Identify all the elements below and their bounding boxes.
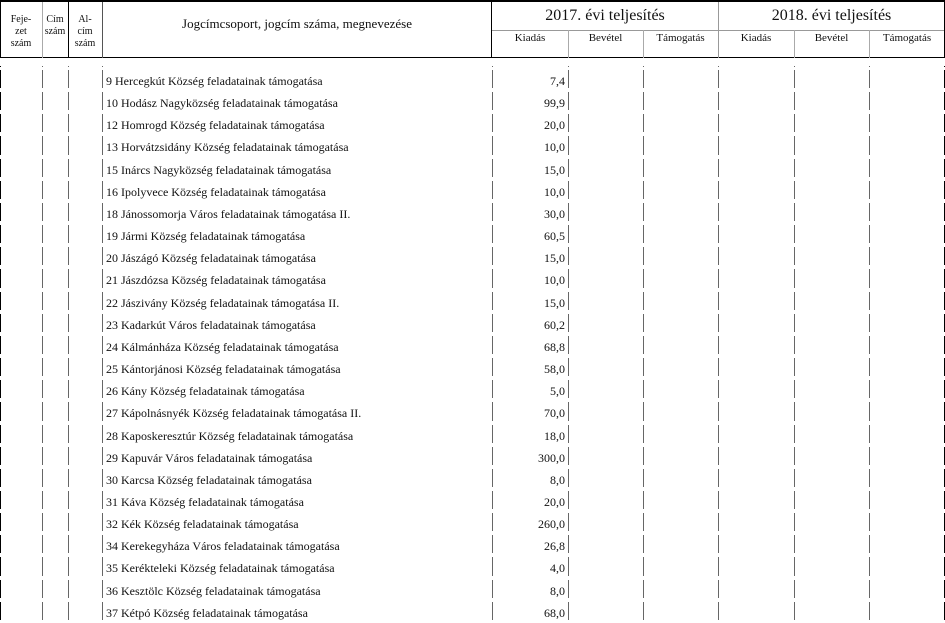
kiadas-2018-cell (718, 465, 794, 487)
name-cell: 35 Kerékteleki Község feladatainak támogatása (102, 553, 492, 575)
fejezet-cell (0, 465, 42, 487)
tamogatas-2018-cell (869, 376, 945, 398)
table-row (0, 465, 945, 487)
fejezet-cell (0, 531, 42, 553)
kiadas-2018-cell (718, 288, 794, 310)
kiadas-2017-cell: 68,8 (492, 332, 568, 354)
bevetel-2018-cell (794, 465, 869, 487)
tamogatas-2018-cell (869, 310, 945, 332)
alcim-cell (68, 376, 102, 398)
header-2017: 2017. évi teljesítés (492, 2, 718, 31)
bevetel-2018-cell (794, 288, 869, 310)
kiadas-2017-cell: 60,2 (492, 310, 568, 332)
alcim-cell (68, 531, 102, 553)
tamogatas-2018-cell (869, 155, 945, 177)
name-cell: 30 Karcsa Község feladatainak támogatása (102, 465, 492, 487)
table-row (0, 155, 945, 177)
tamogatas-2018-cell (869, 576, 945, 598)
fejezet-cell (0, 243, 42, 265)
kiadas-2017-cell: 30,0 (492, 199, 568, 221)
fejezet-cell (0, 354, 42, 376)
table-row (0, 376, 945, 398)
tamogatas-2018-cell (869, 88, 945, 110)
bevetel-2018-cell (794, 531, 869, 553)
table-row (0, 576, 945, 598)
bevetel-2018-cell (794, 221, 869, 243)
kiadas-2018-cell (718, 598, 794, 620)
cim-cell (42, 155, 68, 177)
name-cell: 37 Kétpó Község feladatainak támogatása (102, 598, 492, 620)
header-tamogatas-2017: Támogatás (656, 32, 705, 44)
tamogatas-2017-cell (643, 265, 718, 287)
alcim-cell (68, 598, 102, 620)
cim-cell (42, 531, 68, 553)
bevetel-2017-cell (568, 598, 643, 620)
tamogatas-2018-cell (869, 531, 945, 553)
kiadas-2018-cell (718, 310, 794, 332)
fejezet-cell (0, 487, 42, 509)
bevetel-2017-cell (568, 531, 643, 553)
kiadas-2017-cell: 99,9 (492, 88, 568, 110)
bevetel-2018-cell (794, 310, 869, 332)
fejezet-cell (0, 288, 42, 310)
tamogatas-2018-cell (869, 553, 945, 575)
kiadas-2018-cell (718, 553, 794, 575)
header-2018: 2018. évi teljesítés (718, 2, 945, 31)
kiadas-2017-cell: 60,5 (492, 221, 568, 243)
bevetel-2017-cell (568, 509, 643, 531)
tamogatas-2017-cell (643, 553, 718, 575)
alcim-cell (68, 443, 102, 465)
kiadas-2018-cell (718, 531, 794, 553)
bevetel-2018-cell (794, 376, 869, 398)
kiadas-2018-cell (718, 221, 794, 243)
kiadas-2017-cell: 20,0 (492, 487, 568, 509)
table-row (0, 509, 945, 531)
tamogatas-2018-cell (869, 288, 945, 310)
bevetel-2018-cell (794, 598, 869, 620)
kiadas-2018-cell (718, 66, 794, 88)
tamogatas-2017-cell (643, 376, 718, 398)
kiadas-2017-cell: 26,8 (492, 531, 568, 553)
bevetel-2017-cell (568, 199, 643, 221)
cim-cell (42, 576, 68, 598)
bevetel-2018-cell (794, 265, 869, 287)
bevetel-2017-cell (568, 398, 643, 420)
table-row (0, 243, 945, 265)
bevetel-2017-cell (568, 110, 643, 132)
name-cell: 27 Kápolnásnyék Község feladatainak támogatása II. (102, 398, 492, 420)
table-row (0, 310, 945, 332)
cim-cell (42, 376, 68, 398)
tamogatas-2018-cell (869, 66, 945, 88)
alcim-cell (68, 354, 102, 376)
kiadas-2018-cell (718, 509, 794, 531)
table-row (0, 265, 945, 287)
tamogatas-2017-cell (643, 243, 718, 265)
name-cell: 31 Káva Község feladatainak támogatása (102, 487, 492, 509)
header-name: Jogcímcsoport, jogcím száma, megnevezése (182, 16, 412, 31)
tamogatas-2017-cell (643, 332, 718, 354)
tamogatas-2018-cell (869, 509, 945, 531)
tamogatas-2018-cell (869, 221, 945, 243)
table-header (0, 0, 945, 58)
bevetel-2018-cell (794, 243, 869, 265)
tamogatas-2017-cell (643, 398, 718, 420)
name-cell: 20 Jászágó Község feladatainak támogatása (102, 243, 492, 265)
bevetel-2017-cell (568, 177, 643, 199)
tamogatas-2017-cell (643, 66, 718, 88)
tamogatas-2017-cell (643, 421, 718, 443)
kiadas-2017-cell: 5,0 (492, 376, 568, 398)
table-row (0, 598, 945, 620)
cim-cell (42, 421, 68, 443)
cim-cell (42, 110, 68, 132)
cim-cell (42, 443, 68, 465)
tamogatas-2018-cell (869, 332, 945, 354)
bevetel-2017-cell (568, 288, 643, 310)
table-row (0, 443, 945, 465)
alcim-cell (68, 88, 102, 110)
name-cell: 18 Jánossomorja Város feladatainak támogatása II. (102, 199, 492, 221)
bevetel-2017-cell (568, 221, 643, 243)
tamogatas-2018-cell (869, 598, 945, 620)
table-body (0, 62, 945, 620)
bevetel-2017-cell (568, 465, 643, 487)
cim-cell (42, 66, 68, 88)
header-bevetel-2018: Bevétel (814, 32, 849, 44)
tamogatas-2017-cell (643, 288, 718, 310)
alcim-cell (68, 221, 102, 243)
tamogatas-2017-cell (643, 199, 718, 221)
alcim-cell (68, 199, 102, 221)
bevetel-2017-cell (568, 132, 643, 154)
table-row (0, 553, 945, 575)
kiadas-2018-cell (718, 354, 794, 376)
name-cell: 26 Kány Község feladatainak támogatása (102, 376, 492, 398)
name-cell: 13 Horvátzsidány Község feladatainak támogatása (102, 132, 492, 154)
kiadas-2018-cell (718, 132, 794, 154)
bevetel-2017-cell (568, 88, 643, 110)
tamogatas-2018-cell (869, 243, 945, 265)
name-cell: 19 Jármi Község feladatainak támogatása (102, 221, 492, 243)
name-cell: 21 Jászdózsa Község feladatainak támogatása (102, 265, 492, 287)
header-kiadas-2018: Kiadás (740, 32, 772, 44)
bevetel-2018-cell (794, 66, 869, 88)
kiadas-2017-cell: 260,0 (492, 509, 568, 531)
tamogatas-2017-cell (643, 576, 718, 598)
name-cell: 22 Jászivány Község feladatainak támogatása II. (102, 288, 492, 310)
alcim-cell (68, 332, 102, 354)
kiadas-2017-cell: 70,0 (492, 398, 568, 420)
kiadas-2017-cell: 68,0 (492, 598, 568, 620)
cim-cell (42, 221, 68, 243)
bevetel-2017-cell (568, 354, 643, 376)
kiadas-2017-cell: 18,0 (492, 421, 568, 443)
alcim-cell (68, 288, 102, 310)
name-cell: 36 Kesztölc Község feladatainak támogatása (102, 576, 492, 598)
bevetel-2017-cell (568, 310, 643, 332)
table-row (0, 354, 945, 376)
tamogatas-2018-cell (869, 487, 945, 509)
bevetel-2018-cell (794, 421, 869, 443)
bevetel-2018-cell (794, 88, 869, 110)
tamogatas-2017-cell (643, 598, 718, 620)
name-cell: 15 Inárcs Nagyközség feladatainak támogatása (102, 155, 492, 177)
fejezet-cell (0, 376, 42, 398)
cim-cell (42, 465, 68, 487)
alcim-cell (68, 110, 102, 132)
alcim-cell (68, 310, 102, 332)
name-cell: 10 Hodász Nagyközség feladatainak támogatása (102, 88, 492, 110)
bevetel-2017-cell (568, 443, 643, 465)
tamogatas-2017-cell (643, 310, 718, 332)
name-cell: 9 Hercegkút Község feladatainak támogatása (102, 66, 492, 88)
table-row (0, 487, 945, 509)
bevetel-2018-cell (794, 332, 869, 354)
kiadas-2018-cell (718, 88, 794, 110)
kiadas-2017-cell: 20,0 (492, 110, 568, 132)
kiadas-2018-cell (718, 110, 794, 132)
cim-cell (42, 88, 68, 110)
header-bevetel-2017: Bevétel (588, 32, 623, 44)
fejezet-cell (0, 155, 42, 177)
tamogatas-2017-cell (643, 443, 718, 465)
alcim-cell (68, 421, 102, 443)
bevetel-2018-cell (794, 155, 869, 177)
name-cell: 23 Kadarkút Város feladatainak támogatása (102, 310, 492, 332)
cim-cell (42, 354, 68, 376)
table-row (0, 110, 945, 132)
kiadas-2018-cell (718, 376, 794, 398)
fejezet-cell (0, 576, 42, 598)
tamogatas-2018-cell (869, 465, 945, 487)
bevetel-2017-cell (568, 487, 643, 509)
alcim-cell (68, 509, 102, 531)
tamogatas-2017-cell (643, 465, 718, 487)
kiadas-2017-cell: 15,0 (492, 288, 568, 310)
kiadas-2018-cell (718, 155, 794, 177)
header-cim: Cím szám (44, 14, 66, 37)
header-tamogatas-2018: Támogatás (882, 32, 932, 44)
cim-cell (42, 243, 68, 265)
table-row (0, 132, 945, 154)
bevetel-2017-cell (568, 421, 643, 443)
tamogatas-2018-cell (869, 132, 945, 154)
name-cell: 29 Kapuvár Város feladatainak támogatása (102, 443, 492, 465)
bevetel-2017-cell (568, 332, 643, 354)
kiadas-2017-cell: 4,0 (492, 553, 568, 575)
bevetel-2018-cell (794, 199, 869, 221)
name-cell: 34 Kerekegyháza Város feladatainak támogatása (102, 531, 492, 553)
cim-cell (42, 332, 68, 354)
alcim-cell (68, 66, 102, 88)
kiadas-2017-cell: 10,0 (492, 177, 568, 199)
kiadas-2018-cell (718, 576, 794, 598)
tamogatas-2018-cell (869, 443, 945, 465)
tamogatas-2018-cell (869, 354, 945, 376)
table-row (0, 288, 945, 310)
bevetel-2018-cell (794, 398, 869, 420)
kiadas-2018-cell (718, 199, 794, 221)
tamogatas-2017-cell (643, 487, 718, 509)
alcim-cell (68, 177, 102, 199)
fejezet-cell (0, 598, 42, 620)
fejezet-cell (0, 443, 42, 465)
fejezet-cell (0, 221, 42, 243)
alcim-cell (68, 155, 102, 177)
table-row (0, 221, 945, 243)
cim-cell (42, 265, 68, 287)
name-cell: 28 Kaposkeresztúr Község feladatainak támogatása (102, 421, 492, 443)
cim-cell (42, 509, 68, 531)
kiadas-2017-cell: 15,0 (492, 155, 568, 177)
fejezet-cell (0, 332, 42, 354)
tamogatas-2017-cell (643, 88, 718, 110)
cim-cell (42, 288, 68, 310)
fejezet-cell (0, 265, 42, 287)
tamogatas-2018-cell (869, 110, 945, 132)
bevetel-2017-cell (568, 553, 643, 575)
bevetel-2018-cell (794, 132, 869, 154)
cim-cell (42, 553, 68, 575)
cim-cell (42, 398, 68, 420)
fejezet-cell (0, 110, 42, 132)
tamogatas-2017-cell (643, 221, 718, 243)
kiadas-2017-cell: 10,0 (492, 265, 568, 287)
fejezet-cell (0, 421, 42, 443)
kiadas-2017-cell: 300,0 (492, 443, 568, 465)
fejezet-cell (0, 553, 42, 575)
tamogatas-2017-cell (643, 110, 718, 132)
fejezet-cell (0, 509, 42, 531)
table-row (0, 177, 945, 199)
kiadas-2017-cell: 10,0 (492, 132, 568, 154)
tamogatas-2017-cell (643, 354, 718, 376)
fejezet-cell (0, 132, 42, 154)
tamogatas-2017-cell (643, 509, 718, 531)
cim-cell (42, 132, 68, 154)
table-row (0, 88, 945, 110)
bevetel-2018-cell (794, 443, 869, 465)
header-kiadas-2017: Kiadás (514, 32, 546, 44)
fejezet-cell (0, 177, 42, 199)
kiadas-2018-cell (718, 487, 794, 509)
kiadas-2017-cell: 7,4 (492, 66, 568, 88)
fejezet-cell (0, 310, 42, 332)
fejezet-cell (0, 199, 42, 221)
name-cell: 24 Kálmánháza Község feladatainak támogatása (102, 332, 492, 354)
name-cell: 32 Kék Község feladatainak támogatása (102, 509, 492, 531)
alcim-cell (68, 243, 102, 265)
table-row (0, 66, 945, 88)
kiadas-2018-cell (718, 443, 794, 465)
alcim-cell (68, 132, 102, 154)
table-row (0, 398, 945, 420)
bevetel-2017-cell (568, 376, 643, 398)
alcim-cell (68, 553, 102, 575)
alcim-cell (68, 398, 102, 420)
cim-cell (42, 199, 68, 221)
table-row (0, 421, 945, 443)
fejezet-cell (0, 88, 42, 110)
kiadas-2017-cell: 8,0 (492, 465, 568, 487)
bevetel-2017-cell (568, 66, 643, 88)
bevetel-2018-cell (794, 509, 869, 531)
bevetel-2018-cell (794, 487, 869, 509)
kiadas-2018-cell (718, 265, 794, 287)
kiadas-2018-cell (718, 332, 794, 354)
kiadas-2018-cell (718, 421, 794, 443)
table-row (0, 332, 945, 354)
table-row (0, 531, 945, 553)
kiadas-2017-cell: 15,0 (492, 243, 568, 265)
cim-cell (42, 177, 68, 199)
bevetel-2018-cell (794, 110, 869, 132)
alcim-cell (68, 487, 102, 509)
kiadas-2018-cell (718, 398, 794, 420)
bevetel-2017-cell (568, 576, 643, 598)
name-cell: 25 Kántorjánosi Község feladatainak támogatása (102, 354, 492, 376)
bevetel-2018-cell (794, 177, 869, 199)
kiadas-2018-cell (718, 243, 794, 265)
table-row (0, 199, 945, 221)
tamogatas-2017-cell (643, 155, 718, 177)
bevetel-2018-cell (794, 576, 869, 598)
bevetel-2017-cell (568, 265, 643, 287)
tamogatas-2018-cell (869, 398, 945, 420)
bevetel-2017-cell (568, 243, 643, 265)
tamogatas-2018-cell (869, 177, 945, 199)
tamogatas-2018-cell (869, 199, 945, 221)
cim-cell (42, 598, 68, 620)
bevetel-2018-cell (794, 354, 869, 376)
name-cell: 12 Homrogd Község feladatainak támogatása (102, 110, 492, 132)
header-alcim: Al- cím szám (74, 14, 96, 49)
bevetel-2018-cell (794, 553, 869, 575)
tamogatas-2017-cell (643, 132, 718, 154)
header-fejezet: Feje- zet szám (10, 14, 32, 49)
fejezet-cell (0, 398, 42, 420)
alcim-cell (68, 465, 102, 487)
kiadas-2018-cell (718, 177, 794, 199)
alcim-cell (68, 265, 102, 287)
tamogatas-2018-cell (869, 421, 945, 443)
kiadas-2017-cell: 8,0 (492, 576, 568, 598)
cim-cell (42, 310, 68, 332)
alcim-cell (68, 576, 102, 598)
kiadas-2017-cell: 58,0 (492, 354, 568, 376)
tamogatas-2018-cell (869, 265, 945, 287)
tamogatas-2017-cell (643, 531, 718, 553)
tamogatas-2017-cell (643, 177, 718, 199)
name-cell: 16 Ipolyvece Község feladatainak támogatása (102, 177, 492, 199)
bevetel-2017-cell (568, 155, 643, 177)
fejezet-cell (0, 66, 42, 88)
cim-cell (42, 487, 68, 509)
